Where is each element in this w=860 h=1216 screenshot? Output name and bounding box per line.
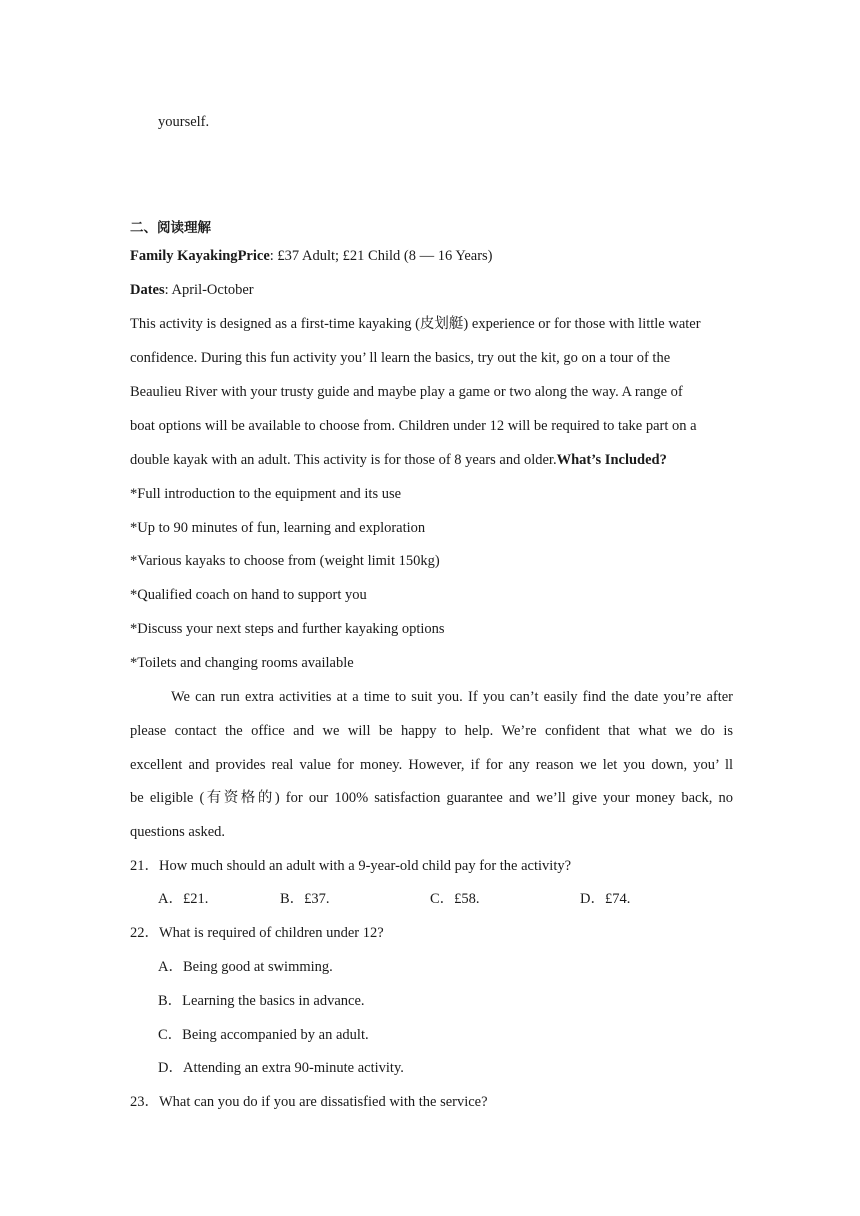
q21-option-d[interactable]: D．£74. bbox=[580, 891, 631, 907]
price-label: Price bbox=[237, 248, 270, 264]
q22-option-b[interactable]: B．Learning the basics in advance. bbox=[158, 993, 365, 1009]
paragraph1-last-line bbox=[130, 450, 667, 470]
included-item: *Toilets and changing rooms available bbox=[130, 655, 354, 671]
q22-option-c[interactable]: C．Being accompanied by an adult. bbox=[158, 1027, 369, 1043]
paragraph1-line: Beaulieu River with your trusty guide and maybe play a game or two along the way. A range of bbox=[130, 384, 683, 400]
previous-page-fragment: yourself. bbox=[158, 114, 210, 130]
dates-label: Dates bbox=[130, 282, 165, 298]
activity-title: Family Kayaking bbox=[130, 248, 238, 264]
price-line bbox=[130, 246, 493, 266]
paragraph1-line: boat options will be available to choose from. Children under 12 will be required to take part on a bbox=[130, 418, 697, 434]
paragraph1-line: This activity is designed as a first-time kayaking (皮划艇) experience or for those with little water bbox=[130, 316, 701, 332]
dates-text: : April-October bbox=[164, 282, 254, 298]
paragraph2-line: excellent and provides real value for money. However, if for any reason we let you down, you’ ll bbox=[130, 757, 733, 773]
question-23: 23．What can you do if you are dissatisfied with the service? bbox=[130, 1094, 488, 1110]
dates-line bbox=[130, 280, 254, 300]
q21-option-a[interactable]: A．£21. bbox=[158, 891, 209, 907]
included-item: *Various kayaks to choose from (weight limit 150kg) bbox=[130, 553, 440, 569]
paragraph1-line: double kayak with an adult. This activity is for those of 8 years and older. bbox=[130, 452, 557, 468]
question-22: 22．What is required of children under 12? bbox=[130, 925, 384, 941]
question-21: 21．How much should an adult with a 9-year-old child pay for the activity? bbox=[130, 858, 572, 874]
q22-option-d[interactable]: D．Attending an extra 90-minute activity. bbox=[158, 1060, 404, 1076]
paragraph1-line: confidence. During this fun activity you’ ll learn the basics, try out the kit, go on a tour of the bbox=[130, 350, 671, 366]
paragraph2-line: please contact the office and we will be happy to help. We’re confident that what we do is bbox=[130, 723, 733, 739]
section-heading: 二、阅读理解 bbox=[130, 220, 211, 236]
included-heading: What’s Included? bbox=[556, 452, 667, 468]
included-item: *Discuss your next steps and further kayaking options bbox=[130, 621, 445, 637]
paragraph2-line: questions asked. bbox=[130, 824, 226, 840]
paragraph2-line: be eligible (有资格的) for our 100% satisfaction guarantee and we’ll give your money back, no bbox=[130, 790, 733, 806]
q22-option-a[interactable]: A．Being good at swimming. bbox=[158, 959, 333, 975]
included-item: *Full introduction to the equipment and its use bbox=[130, 486, 402, 502]
q21-option-b[interactable]: B．£37. bbox=[280, 891, 330, 907]
included-item: *Up to 90 minutes of fun, learning and exploration bbox=[130, 520, 426, 536]
q21-option-c[interactable]: C．£58. bbox=[430, 891, 480, 907]
paragraph2-line: We can run extra activities at a time to suit you. If you can’t easily find the date you’re after bbox=[171, 689, 733, 705]
price-text: : £37 Adult; £21 Child (8 — 16 Years) bbox=[269, 248, 493, 264]
included-item: *Qualified coach on hand to support you bbox=[130, 587, 367, 603]
